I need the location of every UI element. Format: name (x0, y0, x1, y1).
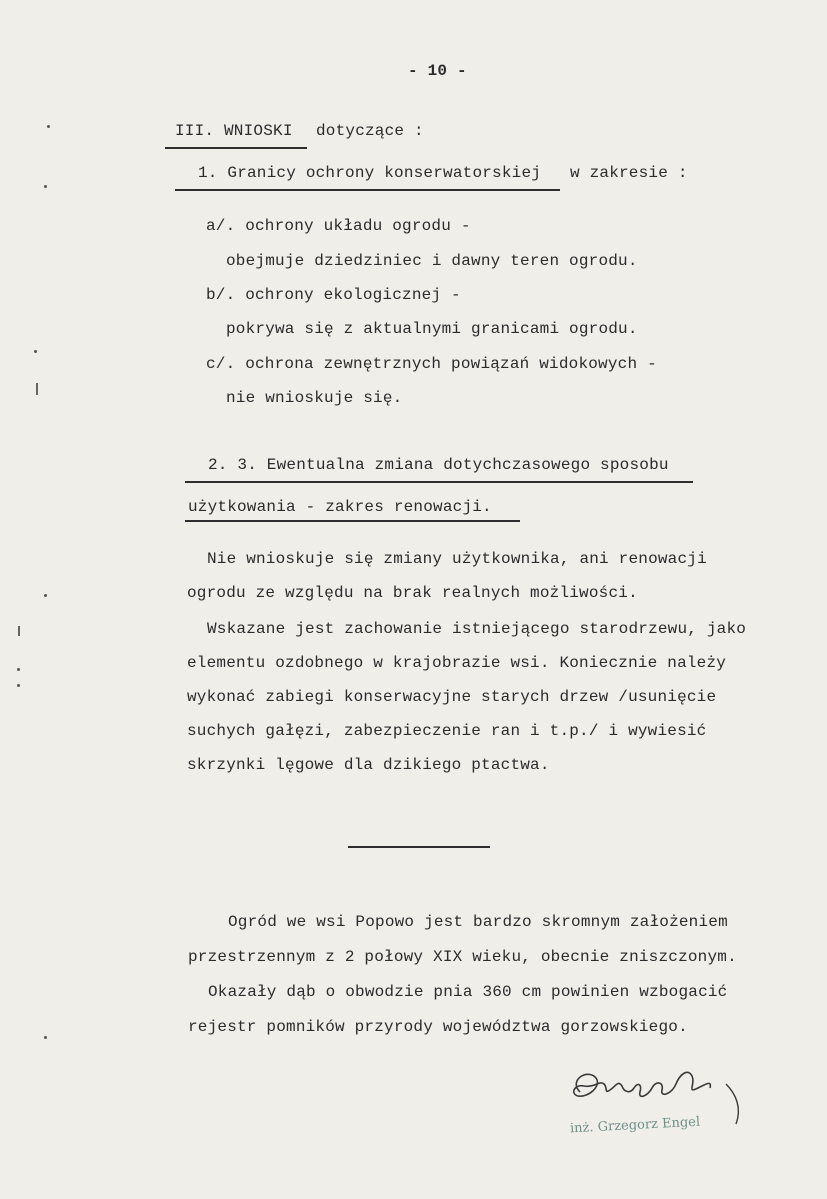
section2-para-line: wykonać zabiegi konserwacyjne starych drzew /usunięcie (187, 688, 717, 706)
item-c-line1: c/. ochrona zewnętrznych powiązań widokowych - (206, 355, 657, 373)
section2-underline-1 (185, 481, 693, 483)
margin-speck (34, 350, 37, 353)
item-a-line1: a/. ochrony układu ogrodu - (206, 217, 471, 235)
heading-title: III. WNIOSKI (175, 122, 293, 140)
section2-title-line2: użytkowania - zakres renowacji. (188, 498, 492, 516)
section2-para-line: ogrodu ze względu na brak realnych możliwości. (187, 584, 638, 602)
summary-line: Okazały dąb o obwodzie pnia 360 cm powinien wzbogacić (208, 983, 728, 1001)
summary-line: Ogród we wsi Popowo jest bardzo skromnym założeniem (228, 913, 728, 931)
signature-stamp: inż. Grzegorz Engel (569, 1114, 701, 1137)
margin-mark (18, 626, 20, 636)
section2-para-line: skrzynki lęgowe dla dzikiego ptactwa. (187, 756, 550, 774)
section2-para-line: elementu ozdobnego w krajobrazie wsi. Koniecznie należy (187, 654, 727, 672)
section1-rest: w zakresie : (570, 164, 688, 182)
summary-line: rejestr pomników przyrody województwa gorzowskiego. (188, 1018, 688, 1036)
item-b-line1: b/. ochrony ekologicznej - (206, 286, 461, 304)
heading-rest: dotyczące : (316, 122, 424, 140)
section2-para-line: Wskazane jest zachowanie istniejącego starodrzewu, jako (207, 620, 747, 638)
section1-title: 1. Granicy ochrony konserwatorskiej (198, 164, 542, 182)
margin-speck (44, 594, 47, 597)
section1-underline (175, 189, 560, 191)
separator-rule (348, 846, 490, 848)
margin-speck (44, 185, 47, 188)
margin-speck (17, 668, 20, 671)
section2-para-line: Nie wnioskuje się zmiany użytkownika, ani renowacji (207, 550, 707, 568)
margin-speck (44, 1036, 47, 1039)
heading-underline (165, 147, 307, 149)
summary-line: przestrzennym z 2 połowy XIX wieku, obecnie zniszczonym. (188, 948, 737, 966)
item-b-line2: pokrywa się z aktualnymi granicami ogrodu. (226, 320, 638, 338)
page-number: - 10 - (408, 62, 467, 80)
item-c-line2: nie wnioskuje się. (226, 389, 403, 407)
margin-speck (17, 684, 20, 687)
section2-para-line: suchych gałęzi, zabezpieczenie ran i t.p./ i wywiesić (187, 722, 707, 740)
section2-underline-2 (185, 520, 520, 522)
margin-mark (36, 383, 38, 395)
item-a-line2: obejmuje dziedziniec i dawny teren ogrodu. (226, 252, 638, 270)
section2-title-line1: 2. 3. Ewentualna zmiana dotychczasowego sposobu (208, 456, 669, 474)
margin-speck (47, 125, 50, 128)
